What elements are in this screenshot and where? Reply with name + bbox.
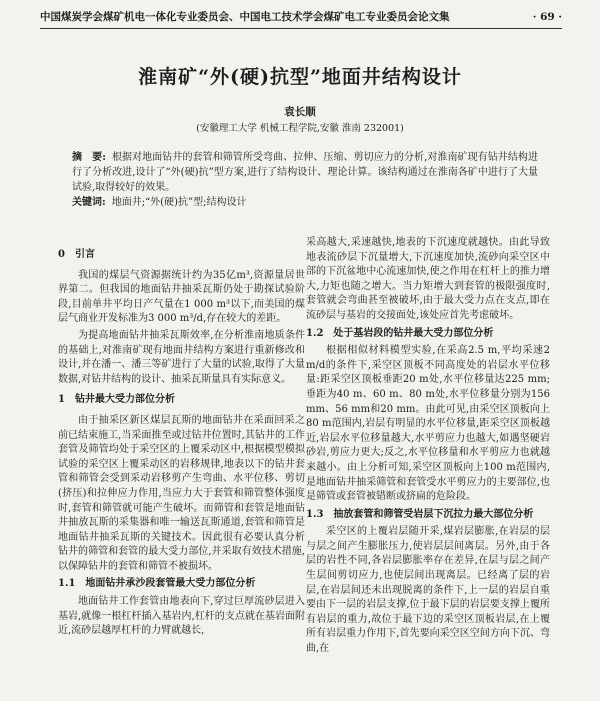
left-column bbox=[58, 242, 305, 641]
body-paragraph: 根据相似材料模型实验,在采高2.5 m,平均采速2 m/d的条件下,采空区顶板不同高度处的岩层水平位移量:距采空区顶板垂距20 m处,水平位移量达225 mm;垂距为40 m、60 m、80 m处,水平位移量分别为156 mm、56 mm和20 mm。由此可见,由采空区顶板向上80 m范围内,岩层有明显的水平位移量,距采空区顶板越近,岩层水平位移量越大,水平剪应力也越大,如遇坚硬岩砂岩,剪应力更大;反之,水平位移量和水平剪应力也就越来越小。由上分析可知,采空区顶板向上100 m范围内,是地面钻井抽采筛管和套管受水平剪应力的主要部位,也是筛管或套管被错断或挤扁的危险段。 bbox=[306, 345, 550, 503]
header-journal: 中国煤炭学会煤矿机电一体化专业委员会、中国电工技术学会煤矿电工专业委员会论文集 bbox=[40, 11, 450, 23]
author-affiliation: (安徽理工大学 机械工程学院,安徽 淮南 232001) bbox=[196, 123, 404, 134]
body-paragraph: 采空区的上覆岩层随开采,煤岩层膨胀,在岩层的层与层之间产生膨胀压力,使岩层层间离层。另外,由于各层的岩性不同,各岩层膨胀率存在差异,在层与层之间产生层间剪切应力,也使层间出现离层。已经离了层的岩层,在岩层间还未出现脱离的条件下,上一层的岩层自重要由下一层的岩层支撑,位于最下层的岩层要支撑上覆所有岩层的重力,故位于最下边的采空区顶板岩层,在上覆所有岩层重力作用下,首先要向采空区空间方向下沉、弯曲,在 bbox=[306, 526, 550, 655]
abstract-paragraph bbox=[72, 150, 538, 195]
author-name: 袁长顺 bbox=[284, 106, 316, 118]
section-heading-1: 1 钻井最大受力部位分析 bbox=[58, 394, 175, 406]
abstract-label: 摘 要: bbox=[72, 152, 106, 163]
subsection-heading-1-3: 1.3 抽放套管和筛管受岩层下沉拉力最大部位分析 bbox=[306, 508, 534, 520]
right-column bbox=[306, 236, 550, 659]
keywords-label: 关键词: bbox=[72, 197, 106, 208]
body-paragraph: 地面钻井工作套管由地表向下,穿过巨厚流砂层进入基岩,就像一根杠杆插入基岩内,杠杆的支点就在基岩面附近,流砂层越厚杠杆的力臂就越长, bbox=[58, 596, 305, 637]
body-paragraph: 为提高地面钻井抽采瓦斯效率,在分析淮南地质条件的基础上,对淮南矿现有地面井结构方案进行重新修改和设计,并在潘一、潘三等矿进行了大量的试验,取得了大量数据,对钻井结构的设计、抽采瓦斯量具有实际意义。 bbox=[58, 329, 305, 385]
body-paragraph: 采高越大,采速越快,地表的下沉速度就越快。由此导致地表流砂层下沉量增大,下沉速度加快,流砂向采空区中部的下沉盆地中心流速加快,使之作用在杠杆上的推力增大,力矩也随之增大。当力矩增大到套管的极限强度时,套管就会弯曲甚至被破坏,由于最大受力点在支点,即在流砂层与基岩的交接面处,该处应首先考虑破坏。 bbox=[306, 237, 550, 321]
abstract-block bbox=[72, 150, 538, 210]
running-header bbox=[40, 6, 562, 29]
subsection-heading-1-1: 1.1 地面钻井承沙段套管最大受力部位分析 bbox=[58, 578, 256, 590]
body-paragraph: 由于抽采区新区煤层瓦斯的地面钻井在采面回采之前已结束施工,当采面推至或过钻井位置时,其钻井的工作套管及筛管均处于采空区的上覆采动区中,根据模型模拟试验的采空区上覆采动区的岩移规律,地表以下的钻井套管和筛管会受到采动岩移剪产生弯曲、水平位移、剪切(挤压)和拉伸应力作用,当应力大于套管和筛管整体强度时,套管和筛管就可能产生破坏。而筛管和套管是地面钻井抽放瓦斯的采集器和唯一输送瓦斯通道,套管和筛管是地面钻井抽采瓦斯的关键技术。因此很有必要认真分析钻井的筛管和套管的最大受力部位,并采取有效技术措施,以保障钻井的套管和筛管不被损坏。 bbox=[58, 414, 305, 572]
keywords-paragraph bbox=[72, 195, 538, 210]
keywords-text: 地面井;“外(硬)抗”型;结构设计 bbox=[111, 197, 247, 208]
abstract-text: 根据对地面钻井的套管和筛管所受弯曲、拉伸、压缩、剪切应力的分析,对淮南矿现有钻井结构进行了分析改进,设计了“外(硬)抗”型方案,进行了结构设计、理论计算。该结构通过在淮南各矿中进行了大量试验,取得较好的效果。 bbox=[72, 152, 538, 193]
page-number: · 69 · bbox=[532, 11, 562, 23]
paper-title: 淮南矿“外(硬)抗型”地面井结构设计 bbox=[138, 66, 462, 88]
section-heading-intro: 0 引言 bbox=[58, 249, 95, 260]
subsection-heading-1-2: 1.2 处于基岩段的钻井最大受力部位分析 bbox=[306, 327, 494, 339]
body-paragraph: 我国的煤层气资源据统计约为35亿m³,资源量居世界第二。但我国的地面钻井抽采瓦斯仍处于勘探试验阶段,目前单井平均日产气量在1 000 m³以下,而美国的煤层气商业开发标准为3 000 m³/d,存在较大的差距。 bbox=[58, 269, 305, 325]
